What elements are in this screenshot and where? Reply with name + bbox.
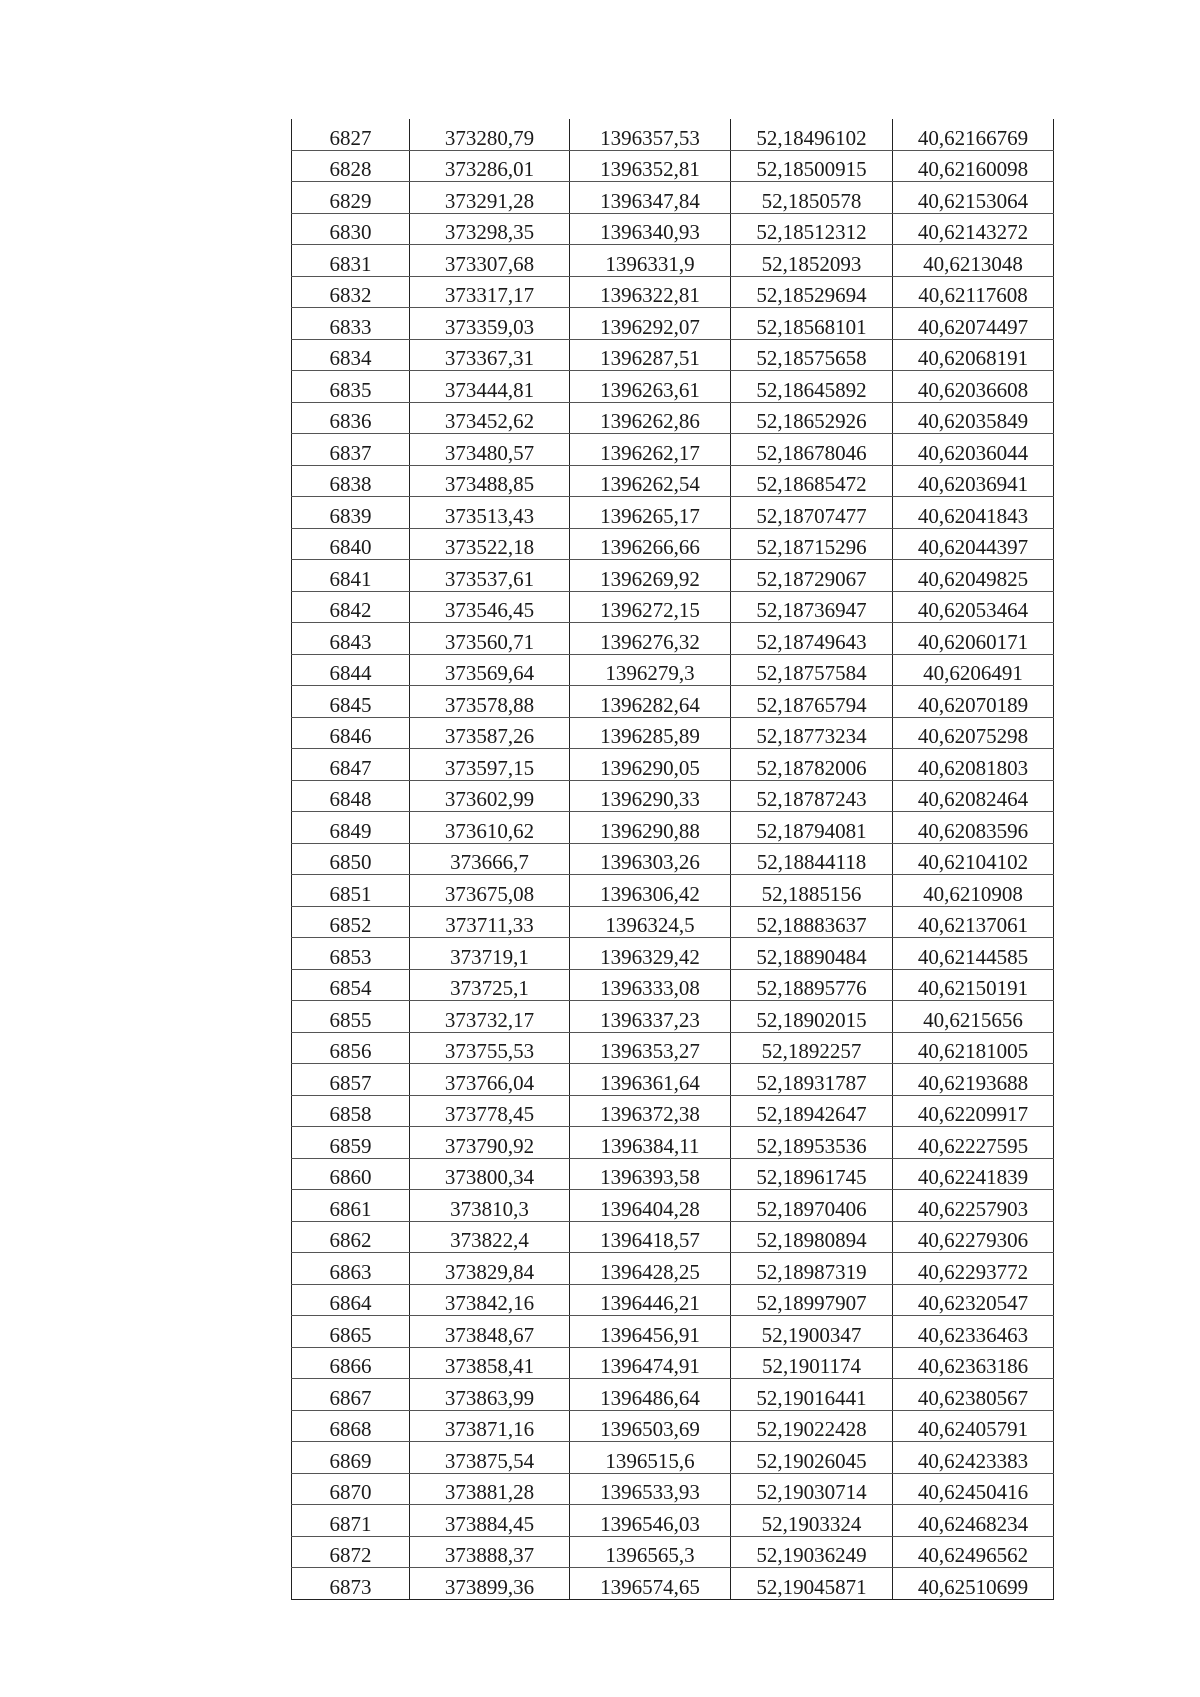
y-coordinate-cell: 1396372,38: [570, 1095, 731, 1127]
longitude-cell: 40,62150191: [893, 969, 1054, 1001]
latitude-cell: 52,18645892: [731, 371, 893, 403]
longitude-cell: 40,62060171: [893, 623, 1054, 655]
y-coordinate-cell: 1396322,81: [570, 276, 731, 308]
x-coordinate-cell: 373810,3: [410, 1190, 570, 1222]
table-row: [292, 1064, 1054, 1096]
point-number-cell: 6854: [292, 969, 410, 1001]
longitude-cell: 40,62070189: [893, 686, 1054, 718]
longitude-cell: 40,62143272: [893, 213, 1054, 245]
longitude-cell: 40,62081803: [893, 749, 1054, 781]
y-coordinate-cell: 1396353,27: [570, 1032, 731, 1064]
y-coordinate-cell: 1396303,26: [570, 843, 731, 875]
x-coordinate-cell: 373298,35: [410, 213, 570, 245]
latitude-cell: 52,18883637: [731, 906, 893, 938]
x-coordinate-cell: 373280,79: [410, 119, 570, 150]
point-number-cell: 6848: [292, 780, 410, 812]
table-row: [292, 150, 1054, 182]
table-row: [292, 213, 1054, 245]
table-row: [292, 843, 1054, 875]
point-number-cell: 6856: [292, 1032, 410, 1064]
longitude-cell: 40,6215656: [893, 1001, 1054, 1033]
table-row: [292, 1095, 1054, 1127]
point-number-cell: 6827: [292, 119, 410, 150]
x-coordinate-cell: 373863,99: [410, 1379, 570, 1411]
y-coordinate-cell: 1396292,07: [570, 308, 731, 340]
point-number-cell: 6835: [292, 371, 410, 403]
point-number-cell: 6850: [292, 843, 410, 875]
longitude-cell: 40,62241839: [893, 1158, 1054, 1190]
y-coordinate-cell: 1396290,88: [570, 812, 731, 844]
latitude-cell: 52,18749643: [731, 623, 893, 655]
point-number-cell: 6870: [292, 1473, 410, 1505]
latitude-cell: 52,18902015: [731, 1001, 893, 1033]
table-row: [292, 686, 1054, 718]
longitude-cell: 40,62068191: [893, 339, 1054, 371]
y-coordinate-cell: 1396546,03: [570, 1505, 731, 1537]
latitude-cell: 52,18794081: [731, 812, 893, 844]
latitude-cell: 52,18987319: [731, 1253, 893, 1285]
table-row: [292, 812, 1054, 844]
point-number-cell: 6871: [292, 1505, 410, 1537]
table-row: [292, 1001, 1054, 1033]
table-row: [292, 938, 1054, 970]
longitude-cell: 40,62510699: [893, 1568, 1054, 1600]
y-coordinate-cell: 1396565,3: [570, 1536, 731, 1568]
y-coordinate-cell: 1396384,11: [570, 1127, 731, 1159]
y-coordinate-cell: 1396474,91: [570, 1347, 731, 1379]
latitude-cell: 52,18736947: [731, 591, 893, 623]
point-number-cell: 6855: [292, 1001, 410, 1033]
latitude-cell: 52,18757584: [731, 654, 893, 686]
longitude-cell: 40,62035849: [893, 402, 1054, 434]
coordinates-table: [291, 119, 1054, 1600]
longitude-cell: 40,62083596: [893, 812, 1054, 844]
y-coordinate-cell: 1396272,15: [570, 591, 731, 623]
longitude-cell: 40,62104102: [893, 843, 1054, 875]
latitude-cell: 52,18707477: [731, 497, 893, 529]
table-row: [292, 749, 1054, 781]
point-number-cell: 6868: [292, 1410, 410, 1442]
x-coordinate-cell: 373587,26: [410, 717, 570, 749]
longitude-cell: 40,62209917: [893, 1095, 1054, 1127]
table-row: [292, 1568, 1054, 1600]
latitude-cell: 52,18500915: [731, 150, 893, 182]
latitude-cell: 52,18765794: [731, 686, 893, 718]
x-coordinate-cell: 373286,01: [410, 150, 570, 182]
longitude-cell: 40,62336463: [893, 1316, 1054, 1348]
point-number-cell: 6829: [292, 182, 410, 214]
table-row: [292, 1253, 1054, 1285]
longitude-cell: 40,62074497: [893, 308, 1054, 340]
point-number-cell: 6838: [292, 465, 410, 497]
latitude-cell: 52,18568101: [731, 308, 893, 340]
table-row: [292, 1410, 1054, 1442]
table-row: [292, 465, 1054, 497]
table-row: [292, 654, 1054, 686]
latitude-cell: 52,18575658: [731, 339, 893, 371]
latitude-cell: 52,18787243: [731, 780, 893, 812]
point-number-cell: 6830: [292, 213, 410, 245]
table-row: [292, 1127, 1054, 1159]
latitude-cell: 52,18685472: [731, 465, 893, 497]
longitude-cell: 40,62041843: [893, 497, 1054, 529]
y-coordinate-cell: 1396337,23: [570, 1001, 731, 1033]
longitude-cell: 40,62227595: [893, 1127, 1054, 1159]
y-coordinate-cell: 1396515,6: [570, 1442, 731, 1474]
x-coordinate-cell: 373488,85: [410, 465, 570, 497]
latitude-cell: 52,19045871: [731, 1568, 893, 1600]
x-coordinate-cell: 373766,04: [410, 1064, 570, 1096]
table-row: [292, 1379, 1054, 1411]
table-row: [292, 339, 1054, 371]
point-number-cell: 6865: [292, 1316, 410, 1348]
longitude-cell: 40,6210908: [893, 875, 1054, 907]
table-row: [292, 875, 1054, 907]
latitude-cell: 52,1852093: [731, 245, 893, 277]
point-number-cell: 6869: [292, 1442, 410, 1474]
longitude-cell: 40,62405791: [893, 1410, 1054, 1442]
y-coordinate-cell: 1396306,42: [570, 875, 731, 907]
table-row: [292, 623, 1054, 655]
point-number-cell: 6872: [292, 1536, 410, 1568]
longitude-cell: 40,62137061: [893, 906, 1054, 938]
latitude-cell: 52,18512312: [731, 213, 893, 245]
x-coordinate-cell: 373569,64: [410, 654, 570, 686]
point-number-cell: 6864: [292, 1284, 410, 1316]
latitude-cell: 52,18496102: [731, 119, 893, 150]
latitude-cell: 52,1850578: [731, 182, 893, 214]
y-coordinate-cell: 1396269,92: [570, 560, 731, 592]
longitude-cell: 40,62160098: [893, 150, 1054, 182]
point-number-cell: 6846: [292, 717, 410, 749]
y-coordinate-cell: 1396262,17: [570, 434, 731, 466]
point-number-cell: 6852: [292, 906, 410, 938]
y-coordinate-cell: 1396340,93: [570, 213, 731, 245]
latitude-cell: 52,19026045: [731, 1442, 893, 1474]
y-coordinate-cell: 1396486,64: [570, 1379, 731, 1411]
x-coordinate-cell: 373881,28: [410, 1473, 570, 1505]
point-number-cell: 6849: [292, 812, 410, 844]
longitude-cell: 40,62450416: [893, 1473, 1054, 1505]
point-number-cell: 6842: [292, 591, 410, 623]
y-coordinate-cell: 1396331,9: [570, 245, 731, 277]
longitude-cell: 40,62279306: [893, 1221, 1054, 1253]
y-coordinate-cell: 1396393,58: [570, 1158, 731, 1190]
longitude-cell: 40,62293772: [893, 1253, 1054, 1285]
y-coordinate-cell: 1396333,08: [570, 969, 731, 1001]
x-coordinate-cell: 373888,37: [410, 1536, 570, 1568]
x-coordinate-cell: 373317,17: [410, 276, 570, 308]
latitude-cell: 52,18890484: [731, 938, 893, 970]
y-coordinate-cell: 1396285,89: [570, 717, 731, 749]
table-row: [292, 434, 1054, 466]
y-coordinate-cell: 1396357,53: [570, 119, 731, 150]
table-row: [292, 371, 1054, 403]
x-coordinate-cell: 373829,84: [410, 1253, 570, 1285]
y-coordinate-cell: 1396503,69: [570, 1410, 731, 1442]
y-coordinate-cell: 1396290,33: [570, 780, 731, 812]
coordinates-table-body: [292, 119, 1054, 1599]
latitude-cell: 52,18782006: [731, 749, 893, 781]
y-coordinate-cell: 1396352,81: [570, 150, 731, 182]
table-row: [292, 119, 1054, 150]
longitude-cell: 40,62053464: [893, 591, 1054, 623]
longitude-cell: 40,62181005: [893, 1032, 1054, 1064]
y-coordinate-cell: 1396404,28: [570, 1190, 731, 1222]
y-coordinate-cell: 1396266,66: [570, 528, 731, 560]
table-row: [292, 245, 1054, 277]
latitude-cell: 52,18529694: [731, 276, 893, 308]
x-coordinate-cell: 373822,4: [410, 1221, 570, 1253]
y-coordinate-cell: 1396428,25: [570, 1253, 731, 1285]
longitude-cell: 40,62468234: [893, 1505, 1054, 1537]
table-row: [292, 308, 1054, 340]
table-row: [292, 717, 1054, 749]
point-number-cell: 6853: [292, 938, 410, 970]
x-coordinate-cell: 373871,16: [410, 1410, 570, 1442]
longitude-cell: 40,62044397: [893, 528, 1054, 560]
longitude-cell: 40,62049825: [893, 560, 1054, 592]
latitude-cell: 52,18729067: [731, 560, 893, 592]
point-number-cell: 6863: [292, 1253, 410, 1285]
table-row: [292, 1221, 1054, 1253]
longitude-cell: 40,62320547: [893, 1284, 1054, 1316]
table-row: [292, 182, 1054, 214]
x-coordinate-cell: 373899,36: [410, 1568, 570, 1600]
point-number-cell: 6867: [292, 1379, 410, 1411]
y-coordinate-cell: 1396290,05: [570, 749, 731, 781]
y-coordinate-cell: 1396287,51: [570, 339, 731, 371]
point-number-cell: 6839: [292, 497, 410, 529]
latitude-cell: 52,18942647: [731, 1095, 893, 1127]
longitude-cell: 40,62193688: [893, 1064, 1054, 1096]
x-coordinate-cell: 373597,15: [410, 749, 570, 781]
y-coordinate-cell: 1396418,57: [570, 1221, 731, 1253]
x-coordinate-cell: 373790,92: [410, 1127, 570, 1159]
latitude-cell: 52,18715296: [731, 528, 893, 560]
latitude-cell: 52,1892257: [731, 1032, 893, 1064]
x-coordinate-cell: 373560,71: [410, 623, 570, 655]
x-coordinate-cell: 373666,7: [410, 843, 570, 875]
latitude-cell: 52,19036249: [731, 1536, 893, 1568]
latitude-cell: 52,18773234: [731, 717, 893, 749]
x-coordinate-cell: 373858,41: [410, 1347, 570, 1379]
point-number-cell: 6836: [292, 402, 410, 434]
longitude-cell: 40,62496562: [893, 1536, 1054, 1568]
x-coordinate-cell: 373875,54: [410, 1442, 570, 1474]
y-coordinate-cell: 1396282,64: [570, 686, 731, 718]
y-coordinate-cell: 1396263,61: [570, 371, 731, 403]
latitude-cell: 52,18961745: [731, 1158, 893, 1190]
longitude-cell: 40,62153064: [893, 182, 1054, 214]
longitude-cell: 40,6213048: [893, 245, 1054, 277]
longitude-cell: 40,62363186: [893, 1347, 1054, 1379]
x-coordinate-cell: 373711,33: [410, 906, 570, 938]
x-coordinate-cell: 373610,62: [410, 812, 570, 844]
x-coordinate-cell: 373675,08: [410, 875, 570, 907]
point-number-cell: 6843: [292, 623, 410, 655]
latitude-cell: 52,18844118: [731, 843, 893, 875]
x-coordinate-cell: 373291,28: [410, 182, 570, 214]
latitude-cell: 52,18652926: [731, 402, 893, 434]
latitude-cell: 52,18980894: [731, 1221, 893, 1253]
x-coordinate-cell: 373842,16: [410, 1284, 570, 1316]
latitude-cell: 52,1885156: [731, 875, 893, 907]
longitude-cell: 40,62036044: [893, 434, 1054, 466]
table-row: [292, 1032, 1054, 1064]
longitude-cell: 40,6206491: [893, 654, 1054, 686]
longitude-cell: 40,62144585: [893, 938, 1054, 970]
table-row: [292, 591, 1054, 623]
point-number-cell: 6873: [292, 1568, 410, 1600]
y-coordinate-cell: 1396329,42: [570, 938, 731, 970]
longitude-cell: 40,62036941: [893, 465, 1054, 497]
x-coordinate-cell: 373480,57: [410, 434, 570, 466]
point-number-cell: 6862: [292, 1221, 410, 1253]
latitude-cell: 52,18931787: [731, 1064, 893, 1096]
point-number-cell: 6859: [292, 1127, 410, 1159]
table-row: [292, 402, 1054, 434]
table-row: [292, 1536, 1054, 1568]
y-coordinate-cell: 1396361,64: [570, 1064, 731, 1096]
x-coordinate-cell: 373725,1: [410, 969, 570, 1001]
table-row: [292, 1347, 1054, 1379]
longitude-cell: 40,62082464: [893, 780, 1054, 812]
table-row: [292, 1284, 1054, 1316]
longitude-cell: 40,62117608: [893, 276, 1054, 308]
table-row: [292, 1442, 1054, 1474]
table-row: [292, 560, 1054, 592]
table-row: [292, 1158, 1054, 1190]
x-coordinate-cell: 373546,45: [410, 591, 570, 623]
x-coordinate-cell: 373884,45: [410, 1505, 570, 1537]
table-row: [292, 528, 1054, 560]
x-coordinate-cell: 373537,61: [410, 560, 570, 592]
y-coordinate-cell: 1396324,5: [570, 906, 731, 938]
point-number-cell: 6858: [292, 1095, 410, 1127]
x-coordinate-cell: 373307,68: [410, 245, 570, 277]
latitude-cell: 52,18997907: [731, 1284, 893, 1316]
table-row: [292, 1190, 1054, 1222]
x-coordinate-cell: 373367,31: [410, 339, 570, 371]
latitude-cell: 52,1900347: [731, 1316, 893, 1348]
point-number-cell: 6851: [292, 875, 410, 907]
table-row: [292, 276, 1054, 308]
longitude-cell: 40,62166769: [893, 119, 1054, 150]
x-coordinate-cell: 373755,53: [410, 1032, 570, 1064]
point-number-cell: 6828: [292, 150, 410, 182]
latitude-cell: 52,18678046: [731, 434, 893, 466]
table-row: [292, 1316, 1054, 1348]
point-number-cell: 6831: [292, 245, 410, 277]
point-number-cell: 6861: [292, 1190, 410, 1222]
latitude-cell: 52,1901174: [731, 1347, 893, 1379]
y-coordinate-cell: 1396262,54: [570, 465, 731, 497]
latitude-cell: 52,19030714: [731, 1473, 893, 1505]
y-coordinate-cell: 1396456,91: [570, 1316, 731, 1348]
latitude-cell: 52,18953536: [731, 1127, 893, 1159]
point-number-cell: 6834: [292, 339, 410, 371]
longitude-cell: 40,62036608: [893, 371, 1054, 403]
latitude-cell: 52,18895776: [731, 969, 893, 1001]
point-number-cell: 6866: [292, 1347, 410, 1379]
x-coordinate-cell: 373800,34: [410, 1158, 570, 1190]
x-coordinate-cell: 373848,67: [410, 1316, 570, 1348]
point-number-cell: 6857: [292, 1064, 410, 1096]
x-coordinate-cell: 373522,18: [410, 528, 570, 560]
longitude-cell: 40,62380567: [893, 1379, 1054, 1411]
x-coordinate-cell: 373578,88: [410, 686, 570, 718]
table-row: [292, 969, 1054, 1001]
latitude-cell: 52,18970406: [731, 1190, 893, 1222]
latitude-cell: 52,19022428: [731, 1410, 893, 1442]
y-coordinate-cell: 1396533,93: [570, 1473, 731, 1505]
latitude-cell: 52,1903324: [731, 1505, 893, 1537]
longitude-cell: 40,62423383: [893, 1442, 1054, 1474]
point-number-cell: 6837: [292, 434, 410, 466]
x-coordinate-cell: 373719,1: [410, 938, 570, 970]
table-row: [292, 497, 1054, 529]
x-coordinate-cell: 373513,43: [410, 497, 570, 529]
table-row: [292, 1505, 1054, 1537]
latitude-cell: 52,19016441: [731, 1379, 893, 1411]
y-coordinate-cell: 1396276,32: [570, 623, 731, 655]
table-row: [292, 1473, 1054, 1505]
y-coordinate-cell: 1396279,3: [570, 654, 731, 686]
x-coordinate-cell: 373778,45: [410, 1095, 570, 1127]
x-coordinate-cell: 373732,17: [410, 1001, 570, 1033]
point-number-cell: 6860: [292, 1158, 410, 1190]
point-number-cell: 6845: [292, 686, 410, 718]
y-coordinate-cell: 1396446,21: [570, 1284, 731, 1316]
longitude-cell: 40,62257903: [893, 1190, 1054, 1222]
table-row: [292, 780, 1054, 812]
point-number-cell: 6847: [292, 749, 410, 781]
point-number-cell: 6844: [292, 654, 410, 686]
y-coordinate-cell: 1396574,65: [570, 1568, 731, 1600]
point-number-cell: 6840: [292, 528, 410, 560]
longitude-cell: 40,62075298: [893, 717, 1054, 749]
x-coordinate-cell: 373602,99: [410, 780, 570, 812]
point-number-cell: 6841: [292, 560, 410, 592]
table-row: [292, 906, 1054, 938]
point-number-cell: 6832: [292, 276, 410, 308]
point-number-cell: 6833: [292, 308, 410, 340]
x-coordinate-cell: 373452,62: [410, 402, 570, 434]
x-coordinate-cell: 373359,03: [410, 308, 570, 340]
y-coordinate-cell: 1396347,84: [570, 182, 731, 214]
x-coordinate-cell: 373444,81: [410, 371, 570, 403]
y-coordinate-cell: 1396262,86: [570, 402, 731, 434]
y-coordinate-cell: 1396265,17: [570, 497, 731, 529]
